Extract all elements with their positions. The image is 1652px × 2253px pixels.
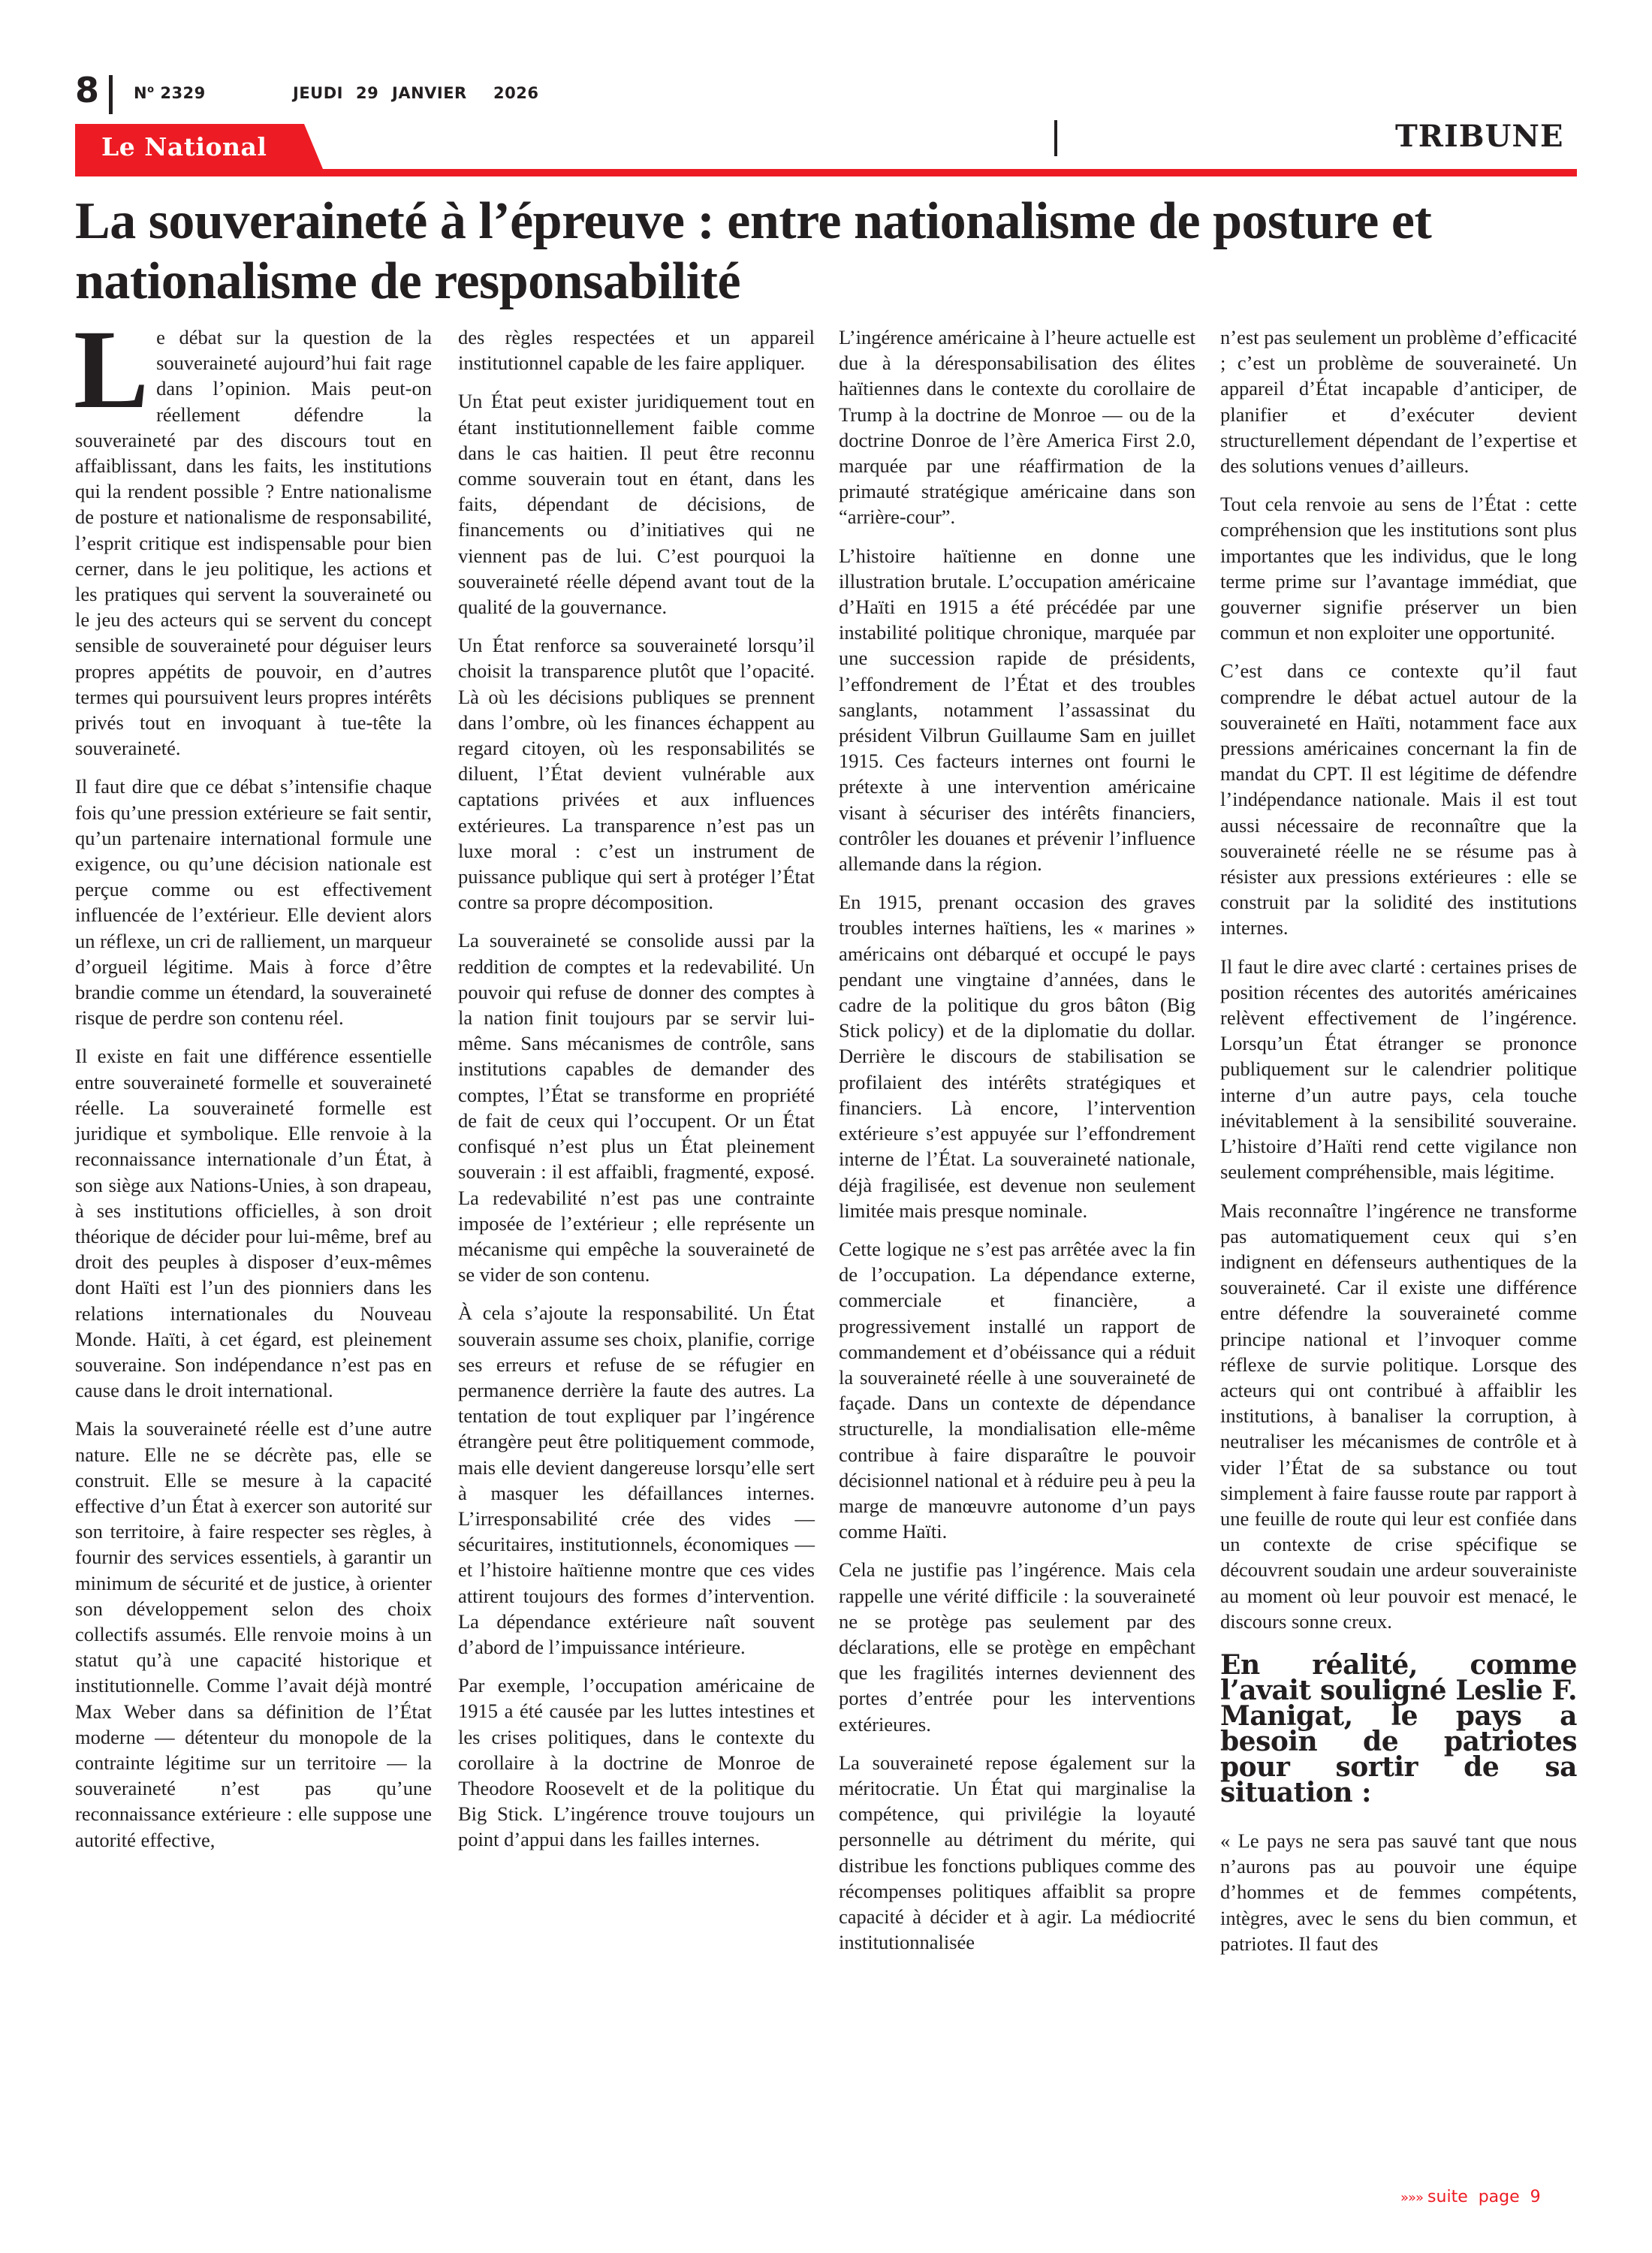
- paragraph: Par exemple, l’occupation américaine de 1915 a été causée par les luttes intestines et les crises politiques, dans le contexte du corollaire à la doctrine de Monroe de Theodore Roosevelt et de la politique du Big Stick. L’ingérence trouve toujours un point d’appui dans les failles internes.: [458, 1674, 815, 1851]
- paragraph: Mais la souveraineté réelle est d’une autre nature. Elle ne se décrète pas, elle se construit. Elle se mesure à la capacité effective d’un État à exercer son autorité sur son territoire, à faire respecter ses règles, à fournir des services essentiels, à garantir un minimum de sécurité et de justice, à orienter son développement selon des choix collectifs assumés. Elle renvoie moins à un statut qu’à une capacité historique et institutionnelle. Comme l’avait déjà montré Max Weber dans sa définition de l’État moderne — détenteur du monopole de la contrainte légitime sur un territoire — la souveraineté n’est pas qu’une reconnaissance extérieure : elle suppose une autorité effective,: [75, 1417, 432, 1851]
- paragraph: Il existe en fait une différence essentielle entre souveraineté formelle et souveraineté réelle. La souveraineté formelle est juridique et symbolique. Elle renvoie à la reconnaissance internationale d’un État, à son siège aux Nations-Unies, à son drapeau, à ses institutions officielles, à son droit théorique de décider pour lui-même, bref au droit des peuples à disposer d’eux-mêmes dont Haïti est l’un des pionniers dans les relations internationales du Nouveau Monde. Haïti, à cet égard, est pleinement souveraine. Son indépendance n’est pas en cause dans le droit international.: [75, 1045, 432, 1402]
- paragraph: La souveraineté se consolide aussi par la reddition de comptes et la redevabilité. Un pouvoir qui refuse de donner des comptes à la nation finit toujours par se servir lui-même. Sans mécanismes de contrôle, sans institutions capables de demander des comptes, l’État se transforme en propriété de fait de ceux qui l’occupent. Or un État confisqué n’est plus un État pleinement souverain : il est affaibli, fragmenté, exposé. La redevabilité n’est pas une contrainte imposée de l’extérieur ; elle représente un mécanisme qui empêche la souveraineté de se vider de son contenu.: [458, 929, 815, 1286]
- section-label: TRIBUNE: [1395, 119, 1564, 154]
- day: 29: [356, 84, 379, 102]
- paragraph: Un État peut exister juridiquement tout en étant institutionnellement faible comme dans le cas haitien. Il peut être reconnu comme souverain tout en étant, dans les faits, dépendant de décisions, de financements ou d’initiatives qui ne viennent pas de lui. C’est pourquoi la souveraineté réelle dépend avant tout de la qualité de la gouvernance.: [458, 390, 815, 619]
- paragraph: L’histoire haïtienne en donne une illustration brutale. L’occupation américaine d’Haïti en 1915 a été précédée par une instabilité politique chronique, marquée par une succession rapide de présidents, l’effondrement de l’État et des troubles sanglants, notamment l’assassinat du président Vilbrun Guillaume Sam en juillet 1915. Ces facteurs internes ont fourni le prétexte à une intervention américaine visant à sécuriser des intérêts financiers, contrôler les douanes et prévenir l’influence allemande dans la région.: [839, 544, 1195, 876]
- continue-label: suite page 9: [1427, 2188, 1541, 2206]
- paragraph: Tout cela renvoie au sens de l’État : cette compréhension que les institutions sont plus importantes que les individus, que le long terme prime sur l’avantage immédiat, que gouverner signifie préserver un bien commun et non exploiter une opportunité.: [1220, 493, 1577, 644]
- paragraph: À cela s’ajoute la responsabilité. Un État souverain assume ses choix, planifie, corrige ses erreurs et refuse de se réfugier en permanence derrière la faute des autres. La tentation de tout expliquer par l’ingérence étrangère peut être politiquement commode, mais elle devient dangereuse lorsqu’elle sert à masquer les défaillances internes. L’irresponsabilité crée des vides — sécuritaires, institutionnels, économiques — et l’histoire haïtienne montre que ces vides attirent toujours des formes d’intervention. La dépendance extérieure naît souvent d’abord de l’impuissance intérieure.: [458, 1301, 815, 1658]
- continued-on-page-link[interactable]: [1400, 2188, 1541, 2206]
- brand-logo: Le National: [101, 132, 267, 161]
- header-rule: [75, 169, 1577, 176]
- paragraph: La souveraineté repose également sur la méritocratie. Un État qui marginalise la compétence, qui privilégie la loyauté personnelle au détriment du mérite, qui distribue les fonctions publiques comme des récompenses politiques affaiblit sa propre capacité à décider et à agir. La médiocrité institutionnalisée: [839, 1751, 1195, 1954]
- page-number: 8: [75, 70, 100, 110]
- paragraph: Cela ne justifie pas l’ingérence. Mais cela rappelle une vérité difficile : la souveraineté ne se protège pas seulement par des déclarations, elle se protège en empêchant que les fragilités internes deviennent des portes d’entrée pour les interventions extérieures.: [839, 1558, 1195, 1736]
- paragraph: Le débat sur la question de la souveraineté aujourd’hui fait rage dans l’opinion. Mais peut-on réellement défendre la souveraineté par des discours tout en affaiblissant, dans les faits, les institutions qui la rendent possible ? Entre nationalisme de posture et nationalisme de responsabilité, l’esprit critique est indispensable pour bien cerner, dans le jeu politique, les actions et les pratiques qui servent la souveraineté ou le jeu des acteurs qui se servent du concept sensible de souveraineté pour déguiser leurs propres appétits de pouvoir, en d’autres termes qui poursuivent leurs propres intérêts privés tout en invoquant à tue-tête la souveraineté.: [74, 307, 432, 760]
- paragraph: L’ingérence américaine à l’heure actuelle est due à la déresponsabilisation des élites haïtiennes dans le contexte du corollaire de Trump à la doctrine de Monroe — ou de la doctrine Donroe de l’ère America First 2.0, marquée par une réaffirmation de la primauté stratégique américaine dans son “arrière-cour”.: [839, 326, 1195, 529]
- month: JANVIER: [392, 84, 467, 102]
- masthead-divider: [109, 75, 113, 114]
- weekday: JEUDI: [293, 84, 343, 102]
- article-column-2: [458, 324, 815, 1865]
- issue-prefix: N: [134, 84, 148, 102]
- issue-number-value: 2329: [160, 84, 206, 102]
- pull-quote-heading: En réalité, comme l’avait souligné Leslie F. Manigat, le pays a besoin de patriotes pour sortir de sa situation :: [1220, 1648, 1577, 1808]
- article-column-4: [1220, 324, 1577, 1969]
- paragraph: Il faut le dire avec clarté : certaines prises de position récentes des autorités américaines relèvent effectivement de l’ingérence. Lorsqu’un État étranger se prononce publiquement sur le calendrier politique interne d’un autre pays, cela touche inévitablement à la sensibilité souveraine. L’histoire d’Haïti rend cette vigilance non seulement compréhensible, mais légitime.: [1220, 955, 1577, 1184]
- issue-sup: o: [147, 84, 155, 95]
- article-title: La souveraineté à l’épreuve : entre nationalisme de posture et nationalisme de responsabilité: [75, 192, 1432, 310]
- paragraph: des règles respectées et un appareil institutionnel capable de les faire appliquer.: [458, 326, 815, 375]
- drop-cap: L: [74, 307, 149, 432]
- section-divider: [1054, 120, 1057, 156]
- year: 2026: [493, 84, 539, 102]
- paragraph: Il faut dire que ce débat s’intensifie chaque fois qu’une pression extérieure se fait sentir, qu’un partenaire international formule une exigence, ou qu’une décision nationale est perçue comme ou est effectivement influencée de l’extérieur. Elle devient alors un réflexe, un cri de ralliement, un marqueur d’orgueil légitime. Mais à force d’être brandie comme un étendard, la souveraineté risque de perdre son contenu réel.: [75, 775, 432, 1030]
- article-column-1: [74, 307, 432, 1865]
- quote-paragraph: « Le pays ne sera pas sauvé tant que nous n’aurons pas au pouvoir une équipe d’hommes et de femmes compétents, intègres, avec le sens du bien commun, et patriotes. Il faut des: [1220, 1829, 1577, 1955]
- continue-arrows-icon: »»»: [1400, 2190, 1424, 2206]
- paragraph: C’est dans ce contexte qu’il faut comprendre le débat actuel autour de la souveraineté en Haïti, notamment face aux pressions américaines concernant la fin de mandat du CPT. Il est légitime de défendre l’indépendance nationale. Mais il est tout aussi nécessaire de reconnaître que la souveraineté réelle ne se résume pas à résister aux pressions extérieures : elle se construit par la solidité des institutions internes.: [1220, 659, 1577, 940]
- issue-number: [134, 84, 206, 102]
- paragraph: n’est pas seulement un problème d’efficacité ; c’est un problème de souveraineté. Un appareil d’État incapable d’anticiper, de planifier et d’exécuter devient structurellement dépendant de l’expertise et des solutions venues d’ailleurs.: [1220, 326, 1577, 478]
- article-column-3: [839, 324, 1195, 1968]
- paragraph: Cette logique ne s’est pas arrêtée avec la fin de l’occupation. La dépendance externe, commerciale et financière, a progressivement installé un rapport de commandement et d’obéissance qui a réduit la souveraineté réelle à une souveraineté de façade. Dans un contexte de dépendance structurelle, la mondialisation elle-même contribue à faire disparaître le pouvoir décisionnel national et à réduire peu à peu la marge de manœuvre autonome d’un pays comme Haïti.: [839, 1237, 1195, 1543]
- paragraph: En 1915, prenant occasion des graves troubles internes haïtiens, les « marines » américains ont débarqué et occupé le pays pendant une vingtaine d’années, dans le cadre de la politique du gros bâton (Big Stick policy) et de la diplomatie du dollar. Derrière le discours de stabilisation se profilaient des intérêts stratégiques et financiers. Là encore, l’intervention extérieure s’est appuyée sur l’effondrement interne de l’État. La souveraineté nationale, déjà fragilisée, est devenue non seulement limitée mais presque nominale.: [839, 891, 1195, 1222]
- paragraph: Mais reconnaître l’ingérence ne transforme pas automatiquement ceux qui s’en indignent en défenseurs authentiques de la souveraineté. Car il existe une différence entre défendre la souveraineté comme principe national et l’invoquer comme réflexe de survie politique. Lorsque des acteurs qui ont contribué à affaiblir les institutions, à banaliser la corruption, à neutraliser les mécanismes de contrôle et à vider l’État de sa substance ou tout simplement à faire fausse route par rapport à une feuille de route qui leur est confiée dans un contexte de crise spécifique se découvrent soudain une ardeur souverainiste au moment où leur pouvoir est menacé, le discours sonne creux.: [1220, 1199, 1577, 1633]
- paragraph: Un État renforce sa souveraineté lorsqu’il choisit la transparence plutôt que l’opacité. Là où les décisions publiques se prennent dans l’ombre, où les finances échappent au regard citoyen, où les responsabilités se diluent, l’État devient vulnérable aux captations privées et aux influences extérieures. La transparence n’est pas un luxe moral : c’est un instrument de puissance publique qui sert à protéger l’État contre sa propre décomposition.: [458, 634, 815, 914]
